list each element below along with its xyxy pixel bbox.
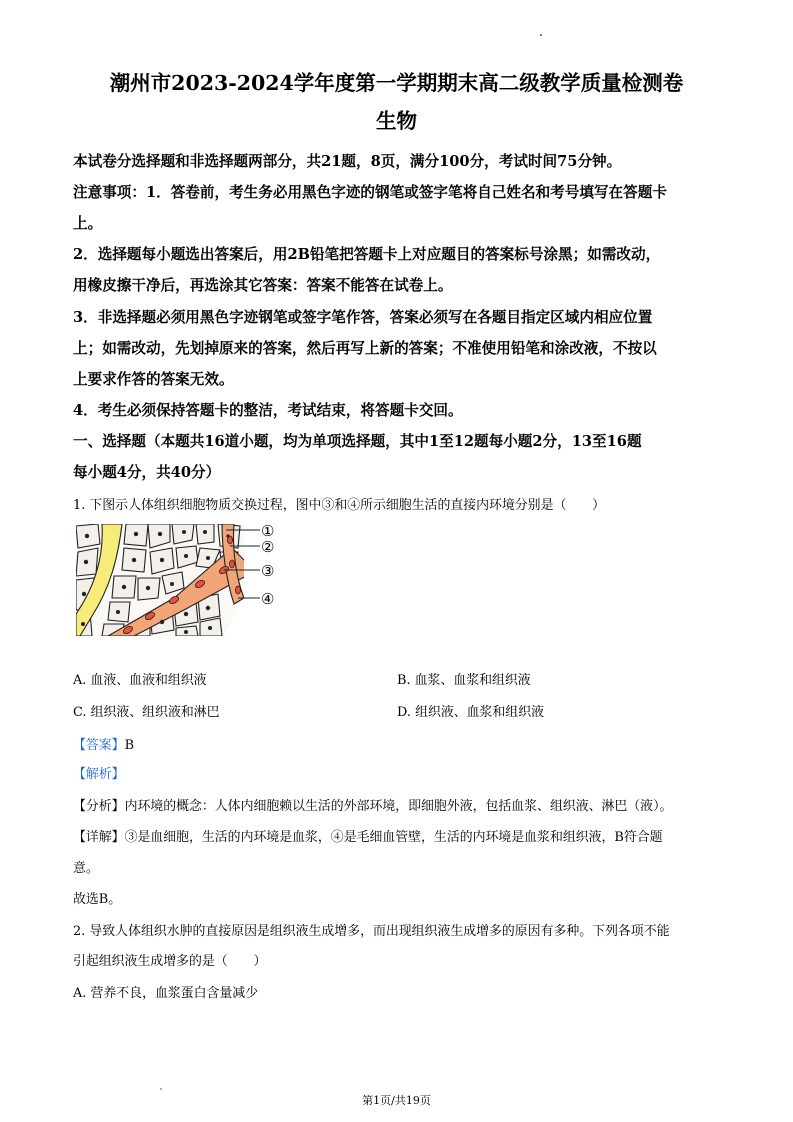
corner-mark xyxy=(540,34,542,36)
intro-line-5: 用橡皮擦干净后，再选涂其它答案：答案不能答在试卷上。 xyxy=(73,277,453,294)
intro-line-8: 上要求作答的答案无效。 xyxy=(73,371,234,388)
q1-answer-line xyxy=(73,734,134,753)
q1-stem: 1. 下图示人体组织细胞物质交换过程，图中③和④所示细胞生活的直接内环境分别是（ ） xyxy=(73,498,606,513)
fenxi-tag: 【分析】 xyxy=(73,799,125,814)
answer-value: B xyxy=(124,738,135,753)
intro-line-1: 本试卷分选择题和非选择题两部分，共21题，8页，满分100分，考试时间75分钟。 xyxy=(73,153,622,170)
bottom-mark xyxy=(160,1088,162,1090)
label-1: ① xyxy=(261,522,275,540)
fenxi-text: 内环境的概念：人体内细胞赖以生活的外部环境，即细胞外液，包括血浆、组织液、淋巴（液）。 xyxy=(124,799,673,814)
q2-option-a: A. 营养不良，血浆蛋白含量减少 xyxy=(73,986,259,1001)
q1-option-c: C. 组织液、组织液和淋巴 xyxy=(73,705,220,720)
section-heading: 一、选择题（本题共16道小题，均为单项选择题，其中1至12题每小题2分，13至16题 xyxy=(73,433,642,450)
q1-option-a: A. 血液、血液和组织液 xyxy=(73,673,207,688)
subject-title: 生物 xyxy=(376,109,417,133)
xiangjie-continuation: 意。 xyxy=(73,861,99,876)
q2-stem-line-2: 引起组织液生成增多的是（ ） xyxy=(73,954,267,969)
intro-line-9: 4．考生必须保持答题卡的整洁，考试结束，将答题卡交回。 xyxy=(73,402,463,419)
analysis-tag: 【解析】 xyxy=(73,767,125,782)
intro-line-6: 3．非选择题必须用黑色字迹钢笔或签字笔作答，答案必须写在各题目指定区域内相应位置 xyxy=(73,309,653,326)
q2-stem-line-1: 2. 导致人体组织水肿的直接原因是组织液生成增多，而出现组织液生成增多的原因有多种。下列各项不能 xyxy=(73,924,670,939)
q1-conclusion: 故选B。 xyxy=(73,892,122,907)
intro-line-3: 上。 xyxy=(73,215,103,232)
page-title: 潮州市2023-2024学年度第一学期期末高二级教学质量检测卷 xyxy=(109,71,684,95)
label-2: ② xyxy=(261,538,275,556)
page-footer: 第1页/共19页 xyxy=(362,1094,431,1107)
q1-option-b: B. 血浆、血浆和组织液 xyxy=(397,673,531,688)
section-heading-cont: 每小题4分，共40分） xyxy=(73,464,221,481)
tissue-diagram xyxy=(74,518,284,642)
answer-tag: 【答案】 xyxy=(73,738,125,753)
label-4: ④ xyxy=(261,590,275,608)
xiangjie-text: ③是血细胞，生活的内环境是血浆，④是毛细血管壁，生活的内环境是血浆和组织液，B符合题 xyxy=(124,830,663,845)
intro-line-4: 2．选择题每小题选出答案后，用2B铅笔把答题卡上对应题目的答案标号涂黑；如需改动， xyxy=(73,246,661,263)
xiangjie-tag: 【详解】 xyxy=(73,830,125,845)
q1-option-d: D. 组织液、血浆和组织液 xyxy=(397,705,544,720)
q1-xiangjie-line xyxy=(73,826,663,845)
q1-fenxi-line xyxy=(73,795,672,814)
intro-line-2: 注意事项：1．答卷前，考生务必用黑色字迹的钢笔或签字笔将自己姓名和考号填写在答题卡 xyxy=(73,184,667,201)
intro-line-7: 上；如需改动，先划掉原来的答案，然后再写上新的答案；不准使用铅笔和涂改液，不按以 xyxy=(73,340,657,357)
label-3: ③ xyxy=(261,562,275,580)
